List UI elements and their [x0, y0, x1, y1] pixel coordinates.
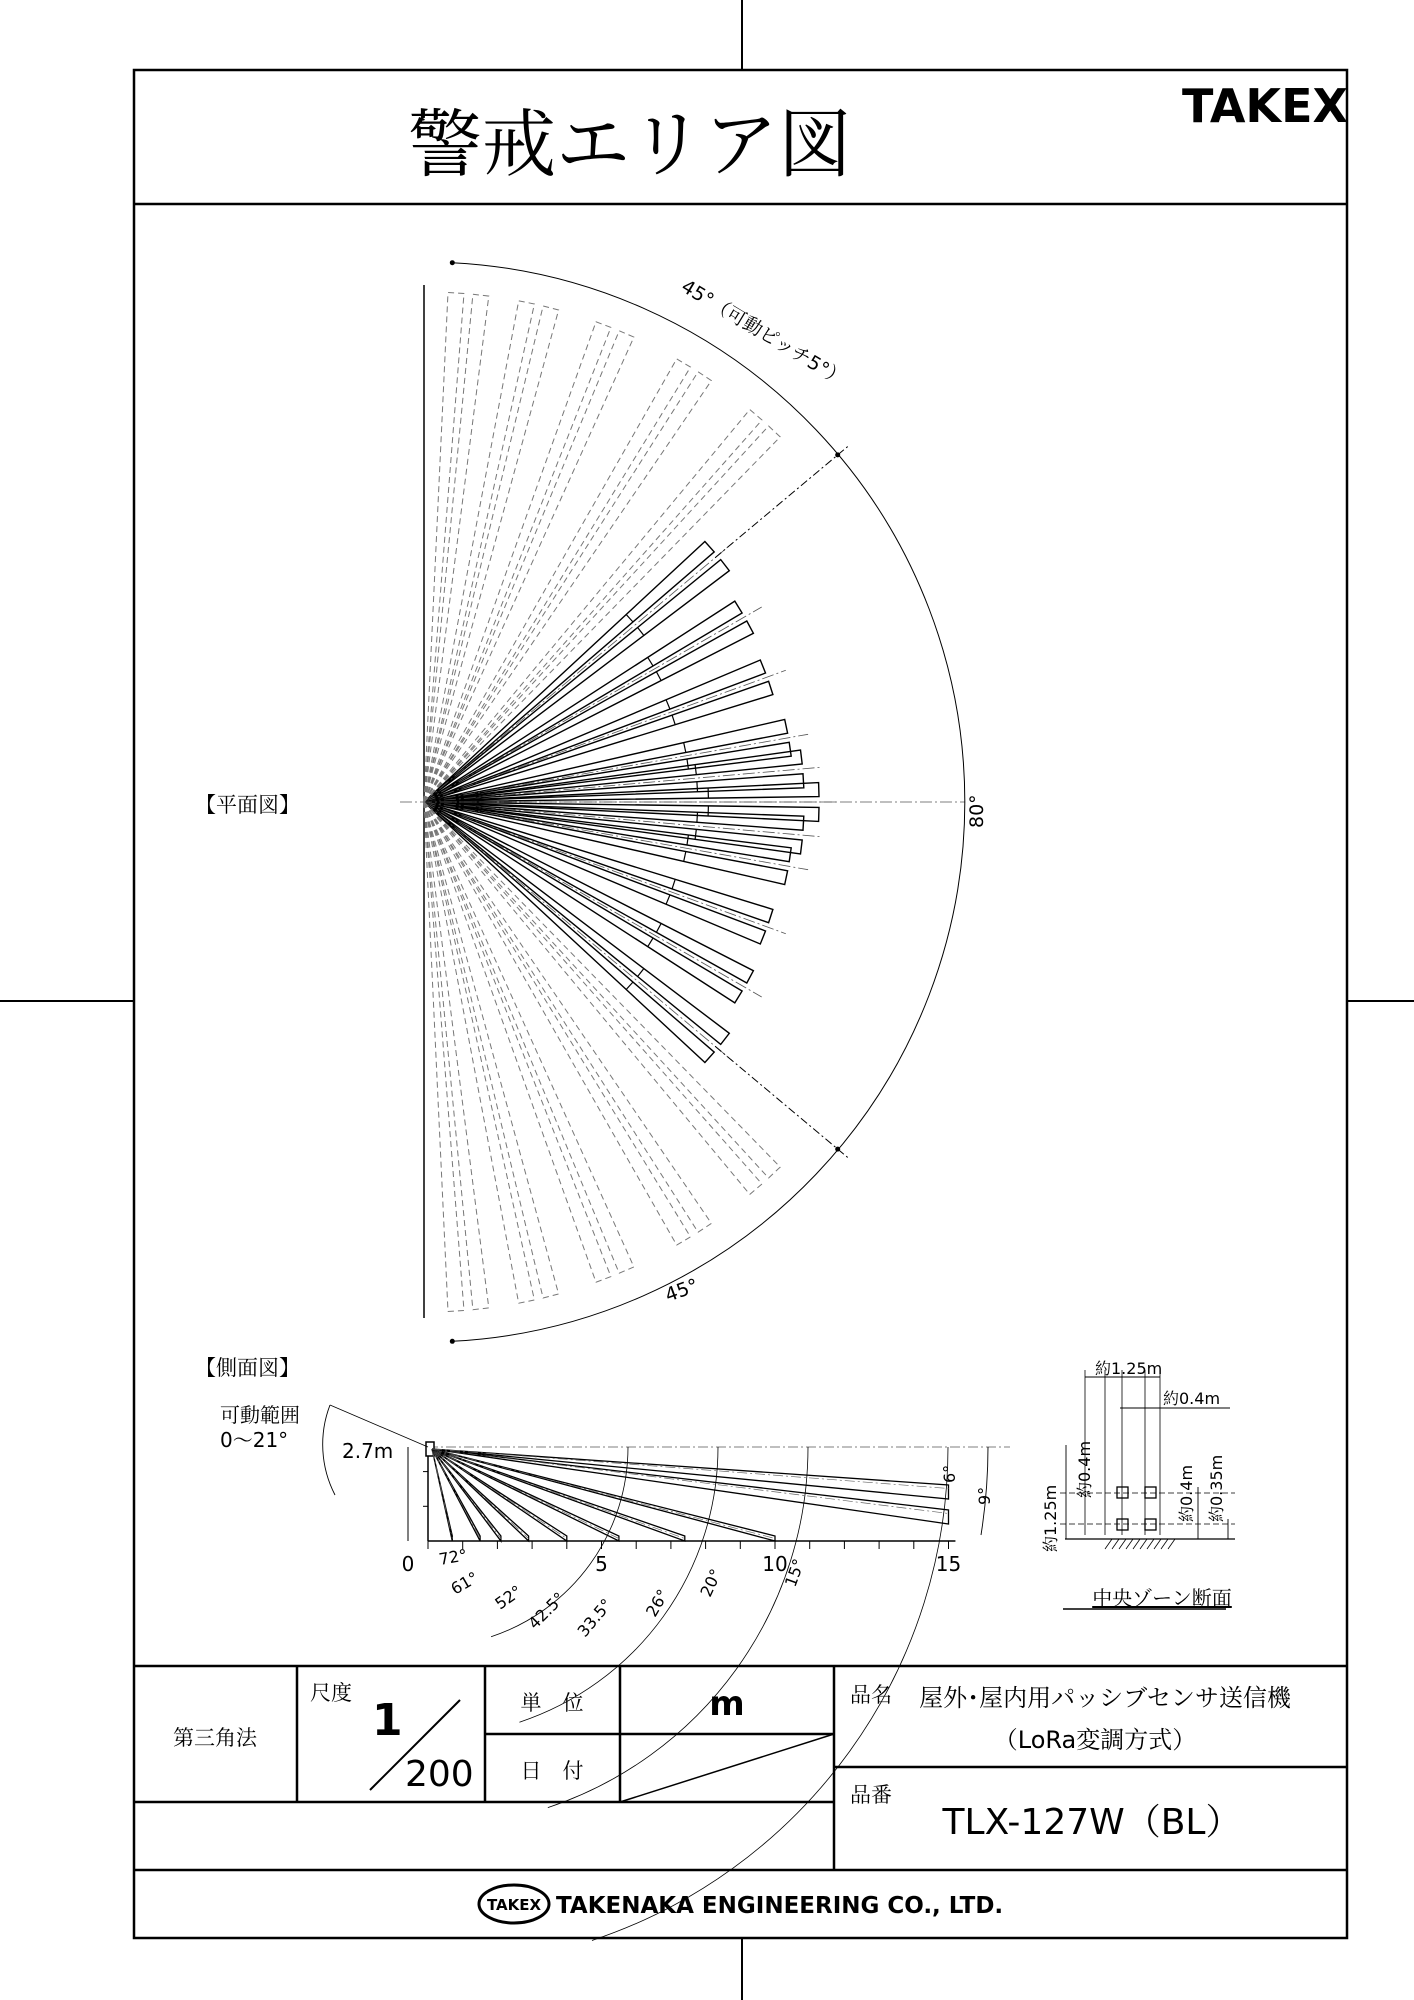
beam-segment-mark — [672, 715, 675, 725]
arc-endpoint — [450, 1339, 455, 1344]
side-beam — [432, 1449, 685, 1541]
beam-segment-mark — [695, 829, 696, 839]
beam-angle-label: 72° — [437, 1545, 469, 1569]
beam-segment-mark — [687, 759, 688, 769]
beam-segment-mark — [638, 969, 644, 977]
beam-segment-mark — [687, 835, 688, 845]
movable-beam-outline — [424, 426, 780, 802]
beam-segment-mark — [638, 628, 644, 636]
beam-segment-mark — [697, 782, 698, 792]
ground-hatch — [1161, 1539, 1168, 1549]
movable-beam-outline — [424, 802, 534, 1303]
arc-marker — [835, 452, 840, 457]
product-name-line1: 屋外･屋内用パッシブセンサ送信機 — [919, 1684, 1291, 1712]
movable-range-line1: 可動範囲 — [220, 1403, 300, 1427]
detection-beams — [400, 293, 965, 1312]
side-range-arc — [592, 1447, 948, 1940]
side-beam-axis — [432, 1449, 949, 1514]
right-angle-label: 6° — [940, 1464, 959, 1483]
zone-dim-width: 約1.25m — [1095, 1359, 1163, 1378]
x-axis-ticks — [402, 1541, 962, 1576]
ground-hatch — [1105, 1539, 1112, 1549]
beam-angle-label: 33.5° — [573, 1594, 617, 1641]
zone-dim-right1: 約0.4m — [1177, 1464, 1196, 1522]
beam-axis — [424, 802, 733, 1061]
beam-element — [424, 802, 802, 854]
zone-spot — [1117, 1487, 1128, 1498]
brand-logo: TAKEX — [1182, 79, 1348, 133]
scale-numerator: 1 — [372, 1695, 403, 1746]
movable-beam-outline — [424, 802, 489, 1310]
movable-range-line2: 0〜21° — [220, 1428, 289, 1452]
product-name-line2: （LoRa変調方式） — [993, 1726, 1197, 1754]
projection-method: 第三角法 — [173, 1726, 257, 1750]
angle-bottom-label: 45° — [662, 1274, 702, 1307]
beam-segment-mark — [697, 812, 698, 822]
angle-total-label: 80° — [966, 794, 988, 828]
side-range-arc — [519, 1447, 718, 1722]
beam-angle-label: 26° — [642, 1585, 673, 1620]
beam-segment-mark — [626, 615, 633, 622]
scale-label: 尺度 — [310, 1681, 352, 1705]
side-view — [195, 1356, 1010, 1940]
movable-beam-outline — [424, 322, 611, 802]
company-logo-text: TAKEX — [486, 1896, 542, 1914]
ground-hatch — [1147, 1539, 1154, 1549]
beam-segment-mark — [695, 765, 696, 775]
side-beam-axis — [432, 1449, 685, 1539]
beam-element — [424, 542, 714, 803]
beam-segment-mark — [684, 743, 686, 753]
ground-hatch — [1119, 1539, 1126, 1549]
side-beams — [323, 1405, 1010, 1940]
date-label: 日 付 — [520, 1759, 584, 1783]
product-name-label: 品名 — [850, 1683, 892, 1707]
plan-view-label: 【平面図】 — [195, 793, 300, 817]
beam-angle-label: 52° — [491, 1581, 526, 1614]
beam-angle-label: 42.5° — [524, 1588, 569, 1633]
plan-view — [195, 260, 988, 1344]
zone-spot — [1145, 1519, 1156, 1530]
product-number-label: 品番 — [850, 1783, 892, 1807]
beam-segment-mark — [648, 938, 653, 947]
beam-segment-mark — [626, 982, 633, 989]
movable-beam-outline — [424, 802, 691, 1245]
arc-endpoint — [450, 260, 455, 265]
beam-angle-label: 61° — [447, 1567, 482, 1599]
movable-beam-outline — [424, 294, 489, 802]
ground-hatch — [1112, 1539, 1119, 1549]
company-logo — [479, 1885, 549, 1923]
zone-dim-height-left: 約0.4m — [1075, 1440, 1094, 1498]
x-tick-label: 15 — [935, 1552, 962, 1576]
beam-axis — [424, 543, 733, 802]
movable-beam-outline — [424, 802, 611, 1282]
x-tick-label: 10 — [762, 1552, 788, 1576]
movable-beam-outline — [424, 301, 534, 802]
beam-segment-mark — [656, 924, 661, 933]
company-name: TAKENAKA ENGINEERING CO., LTD. — [556, 1893, 1004, 1919]
beam-segment-mark — [666, 700, 670, 709]
beam-segment-mark — [648, 657, 653, 666]
ground-hatch — [1168, 1539, 1175, 1549]
x-tick-label: 5 — [595, 1552, 608, 1576]
ground-hatch — [1133, 1539, 1140, 1549]
movable-beam-outline — [424, 802, 780, 1178]
zone-section — [1041, 1359, 1235, 1610]
beam-element — [424, 750, 802, 802]
side-view-label: 【側面図】 — [195, 1356, 300, 1380]
right-angle-label: 9° — [975, 1486, 994, 1505]
side-beam — [432, 1449, 949, 1499]
unit-value: m — [709, 1684, 745, 1724]
zone-spot — [1117, 1519, 1128, 1530]
zone-section-title: 中央ゾーン断面 — [1092, 1586, 1232, 1610]
x-tick-label: 0 — [401, 1552, 415, 1576]
unit-label: 単 位 — [520, 1691, 584, 1715]
zone-dim-right2: 約0.35m — [1207, 1454, 1226, 1522]
beam-element — [424, 802, 714, 1063]
beam-segment-mark — [666, 895, 670, 904]
height-label: 2.7m — [342, 1439, 394, 1463]
beam-segment-mark — [656, 672, 661, 681]
product-number: TLX-127W（BL） — [942, 1802, 1242, 1843]
zone-spot — [1145, 1487, 1156, 1498]
movable-beam-outline — [424, 359, 691, 802]
ground-hatch — [1140, 1539, 1147, 1549]
page-title: 警戒エリア図 — [408, 102, 852, 188]
beam-segment-mark — [672, 879, 675, 889]
beam-angle-labels — [437, 1465, 994, 1641]
beam-angle-label: 20° — [696, 1565, 726, 1600]
beam-angle-label: 15° — [780, 1556, 809, 1590]
zone-dim-total-height: 約1.25m — [1041, 1484, 1060, 1552]
angle-top-label: 45°（可動ピッチ5°） — [677, 275, 850, 391]
arc-marker — [835, 1147, 840, 1152]
ground-hatch — [1126, 1539, 1133, 1549]
ground-hatch — [1154, 1539, 1161, 1549]
sheet-frame — [134, 70, 1347, 1938]
beam-segment-mark — [684, 852, 686, 862]
scale-denominator: 200 — [405, 1754, 474, 1795]
movable-arc — [323, 1405, 335, 1495]
zone-dim-gap: 約0.4m — [1163, 1389, 1221, 1408]
